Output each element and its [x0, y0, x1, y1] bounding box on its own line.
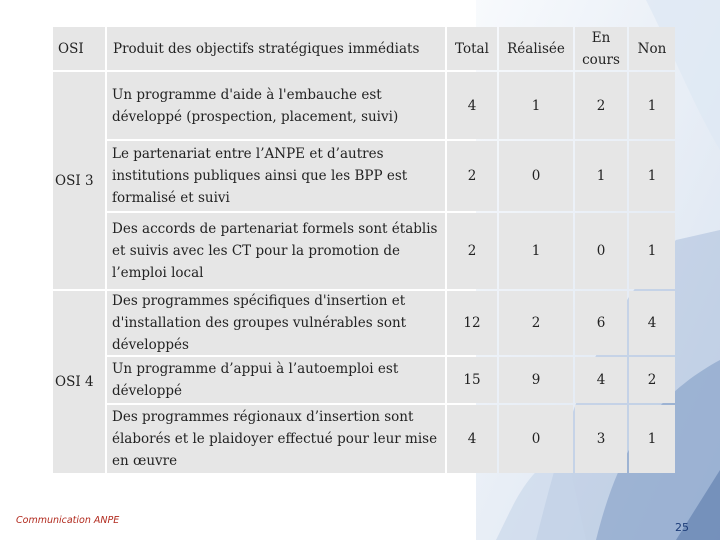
header-realisee: Réalisée: [499, 27, 573, 70]
group-label-osi3: OSI 3: [53, 72, 105, 289]
group-label-osi4: OSI 4: [53, 291, 105, 473]
objectives-table: [53, 27, 675, 473]
total-value: 4: [447, 405, 497, 473]
total-value: 15: [447, 357, 497, 403]
realisee-value: 1: [499, 213, 573, 289]
total-value: 2: [447, 213, 497, 289]
realisee-value: 0: [499, 405, 573, 473]
realisee-value: 1: [499, 72, 573, 139]
page-number: 25: [675, 521, 689, 534]
footer-brand: Communication ANPE: [16, 515, 120, 526]
objective-text: Des programmes spécifiques d'insertion et d'installation des groupes vulnérables sont développés: [107, 291, 445, 355]
realisee-value: 0: [499, 141, 573, 211]
non-value: 2: [629, 357, 675, 403]
header-osi: OSI: [53, 27, 105, 70]
total-value: 12: [447, 291, 497, 355]
header-non: Non: [629, 27, 675, 70]
en-cours-value: 0: [575, 213, 627, 289]
non-value: 1: [629, 213, 675, 289]
en-cours-value: 4: [575, 357, 627, 403]
non-value: 1: [629, 405, 675, 473]
en-cours-value: 6: [575, 291, 627, 355]
non-value: 1: [629, 72, 675, 139]
header-objectives: Produit des objectifs stratégiques immédiats: [107, 27, 445, 70]
total-value: 4: [447, 72, 497, 139]
non-value: 1: [629, 141, 675, 211]
realisee-value: 2: [499, 291, 573, 355]
objective-text: Un programme d'aide à l'embauche est développé (prospection, placement, suivi): [107, 72, 445, 139]
objective-text: Des programmes régionaux d’insertion sont élaborés et le plaidoyer effectué pour leur mise en œuvre: [107, 405, 445, 473]
objective-text: Le partenariat entre l’ANPE et d’autres institutions publiques ainsi que les BPP est formalisé et suivi: [107, 141, 445, 211]
en-cours-value: 2: [575, 72, 627, 139]
non-value: 4: [629, 291, 675, 355]
header-en-cours: En cours: [575, 27, 627, 70]
objective-text: Un programme d’appui à l’autoemploi est développé: [107, 357, 445, 403]
en-cours-value: 3: [575, 405, 627, 473]
en-cours-value: 1: [575, 141, 627, 211]
header-total: Total: [447, 27, 497, 70]
total-value: 2: [447, 141, 497, 211]
objective-text: Des accords de partenariat formels sont établis et suivis avec les CT pour la promotion de l’emploi local: [107, 213, 445, 289]
realisee-value: 9: [499, 357, 573, 403]
